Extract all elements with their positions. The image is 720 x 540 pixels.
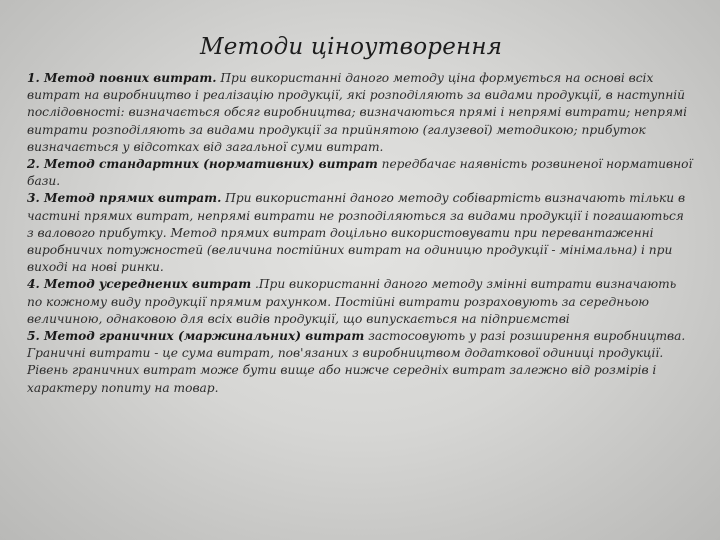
page-title: Методи ціноутворення: [200, 34, 503, 60]
method-heading: 5. Метод граничних (маржинальних) витрат: [27, 329, 365, 344]
method-description: При використанні даного методу собівартість визначають тільки в частині прямих витрат, непрямі витрати не розподіляються за видами продукції і погашаються з валового прибутку. Метод прямих витрат доцільно використовувати при перевантаженні виробничих потужностей (величина постійних витрат на одиницю продукції - мінімальна) і при виході на нові ринки.: [27, 191, 686, 275]
method-item-3: [27, 190, 693, 276]
method-description: При використанні даного методу ціна формується на основі всіх витрат на виробництво і реалізацію продукції, які розподіляють за видами продукції, в наступній послідовності: визначається обсяг виробництва; визначаються прямі і непрямі витрати; непрямі витрати розподіляють за видами продукції за прийнятою (галузевої) методикою; прибуток визначається у відсотках від загальної суми витрат.: [27, 71, 688, 154]
method-item-4: [27, 276, 693, 328]
method-description: застосовують у разі розширення виробництва. Граничні витрати - це сума витрат, пов'язаних з виробництвом додаткової одиниці продукції. Рівень граничних витрат може бути вище або нижче середніх витрат залежно від розмірів і характеру попиту на товар.: [27, 329, 686, 395]
method-heading: 4. Метод усереднених витрат: [27, 277, 252, 292]
method-item-1: [27, 70, 693, 156]
method-heading: 1. Метод повних витрат.: [27, 71, 217, 85]
method-description: .При використанні даного методу змінні витрати визначають по кожному виду продукції прямим рахунком. Постійні витрати розраховують за середньою величиною, однаковою для всіх видів продукції, що випускається на підприємстві: [27, 277, 677, 326]
slide-content: [27, 70, 693, 397]
method-item-5: [27, 328, 693, 397]
method-heading: 2. Метод стандартних (нормативних) витрат: [27, 157, 378, 172]
method-item-2: [27, 156, 693, 190]
method-description: передбачає наявність розвиненої нормативної бази.: [27, 157, 693, 189]
method-heading: 3. Метод прямих витрат.: [27, 191, 222, 206]
